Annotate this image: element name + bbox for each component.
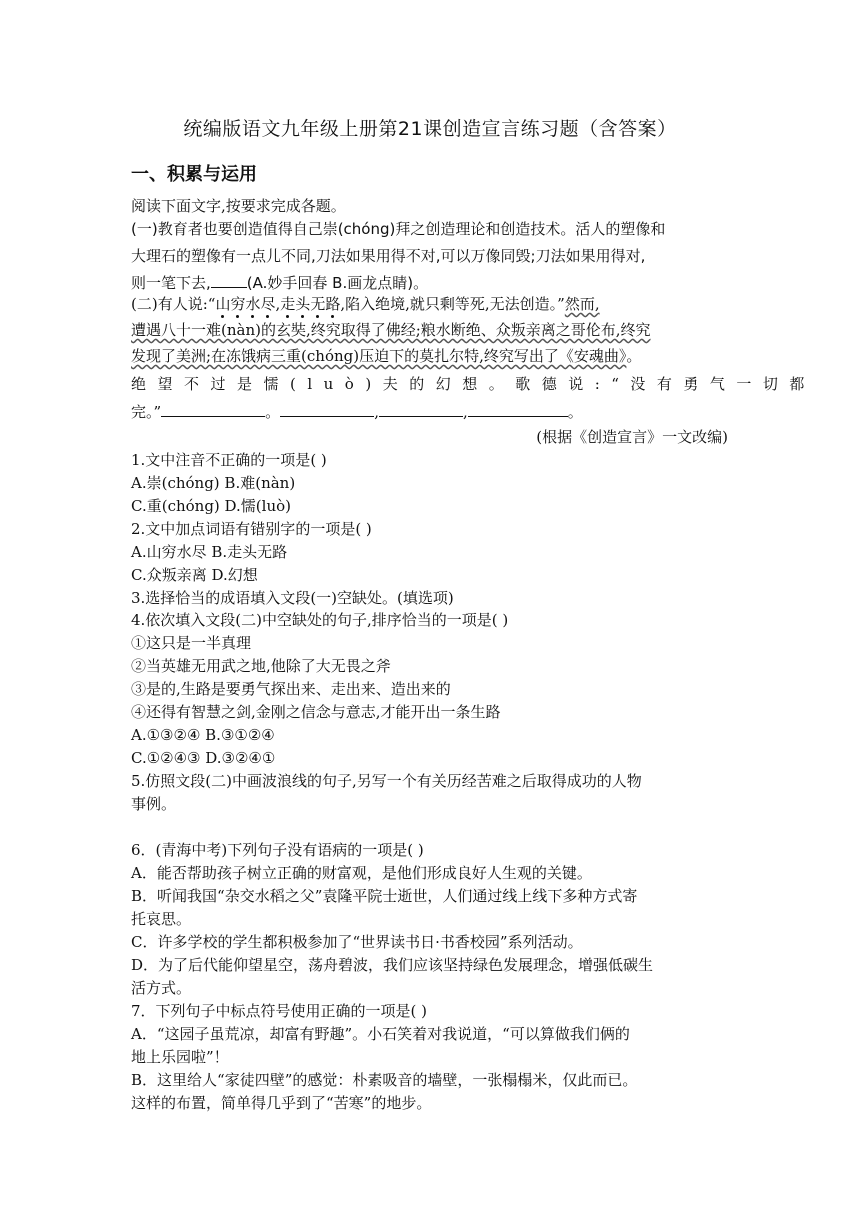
question-six-line: B．听闻我国“杂交水稻之父”袁隆平院士逝世，人们通过线上线下多种方式寄 bbox=[131, 887, 638, 905]
question-line: 2.文中加点词语有错别字的一项是( ) bbox=[131, 520, 372, 538]
answer-blank bbox=[280, 402, 374, 417]
emphasis-char: 尽 bbox=[260, 295, 276, 313]
passage-two-text: 。 bbox=[626, 347, 642, 365]
question-line: C.众叛亲离 D.幻想 bbox=[131, 566, 258, 584]
question-line: ④还得有智慧之剑,金刚之信念与意志,才能开出一条生路 bbox=[131, 703, 501, 721]
question-six-line: C．许多学校的学生都积极参加了“世界读书日·书香校园”系列活动。 bbox=[131, 933, 583, 951]
question-line: ②当英雄无用武之地,他除了大无畏之斧 bbox=[131, 657, 391, 675]
emphasis-char: 头 bbox=[295, 295, 311, 313]
wavy-underlined-text: 然而, bbox=[564, 295, 600, 313]
question-line: C.①②④③ D.③②④① bbox=[131, 749, 276, 767]
page-title: 统编版语文九年级上册第21课创造宣言练习题（含答案） bbox=[183, 118, 677, 140]
wavy-underlined-text: 发现了美洲;在冻饿病三重(chóng)压迫下的莫扎尔特,终究写出了《安魂曲》 bbox=[131, 347, 627, 365]
passage-two-line-3 bbox=[131, 346, 641, 366]
passage-two-line-5 bbox=[131, 402, 583, 422]
passage-one-line-3 bbox=[131, 273, 428, 293]
question-seven-line: 地上乐园啦”！ bbox=[131, 1048, 229, 1066]
question-six-line: A．能否帮助孩子树立正确的财富观，是他们形成良好人生观的关键。 bbox=[131, 864, 592, 882]
question-line: ①这只是一半真理 bbox=[131, 634, 252, 652]
instruction-text: 阅读下面文字,按要求完成各题。 bbox=[131, 197, 346, 215]
question-line: 事例。 bbox=[131, 795, 177, 813]
passage-two-line-2 bbox=[131, 320, 651, 340]
emphasis-char: 路 bbox=[325, 295, 341, 313]
passage-one-text: 则一笔下去, bbox=[131, 274, 211, 292]
question-line: 4.依次填入文段(二)中空缺处的句子,排序恰当的一项是( ) bbox=[131, 611, 509, 629]
dotted-phrase-1 bbox=[215, 295, 275, 313]
question-seven-line: 这样的布置，简单得几乎到了“苦寒”的地步。 bbox=[131, 1094, 432, 1112]
question-line: A.山穷水尽 B.走头无路 bbox=[131, 543, 288, 561]
passage-two-text: ,陷入绝境,就只剩等死,无法创造。” bbox=[340, 295, 565, 313]
question-six-line: D．为了后代能仰望星空，荡舟碧波，我们应该坚持绿色发展理念，增强低碳生 bbox=[131, 956, 654, 974]
passage-two-line-4: 绝望不过是懦(luò)夫的幻想。歌德说:“没有勇气一切都 bbox=[131, 375, 816, 393]
emphasis-char: 山 bbox=[215, 295, 231, 313]
question-line: ③是的,生路是要勇气探出来、走出来、造出来的 bbox=[131, 680, 451, 698]
question-line: 3.选择恰当的成语填入文段(一)空缺处。(填选项) bbox=[131, 589, 454, 607]
answer-blank bbox=[379, 402, 463, 417]
emphasis-char: 穷 bbox=[230, 295, 246, 313]
dotted-phrase-2 bbox=[280, 295, 340, 313]
passage-two-text: (二)有人说:“ bbox=[131, 295, 216, 313]
question-line: C.重(chóng) D.懦(luò) bbox=[131, 497, 291, 515]
emphasis-char: 水 bbox=[245, 295, 261, 313]
question-line: 1.文中注音不正确的一项是( ) bbox=[131, 451, 327, 469]
question-six-line: 6．(青海中考)下列句子没有语病的一项是( ) bbox=[131, 841, 424, 859]
passage-one-options: (A.妙手回春 B.画龙点睛)。 bbox=[246, 274, 429, 292]
passage-two-text: 。 bbox=[265, 403, 281, 421]
wavy-underlined-text: 遭遇八十一难(nàn)的玄奘,终究取得了佛经;粮水断绝、众叛亲离之哥伦布,终究 bbox=[131, 321, 651, 339]
answer-blank bbox=[468, 402, 568, 417]
question-line: 5.仿照文段(二)中画波浪线的句子,另写一个有关历经苦难之后取得成功的人物 bbox=[131, 772, 642, 790]
passage-two-text: 完。” bbox=[131, 403, 162, 421]
question-line: A.崇(chóng) B.难(nàn) bbox=[131, 474, 296, 492]
passage-two-text: , bbox=[374, 403, 379, 421]
question-line: A.①③②④ B.③①②④ bbox=[131, 726, 275, 744]
passage-two-line-1 bbox=[131, 294, 600, 314]
question-six-line: 托哀思。 bbox=[131, 910, 192, 928]
emphasis-char: 走 bbox=[280, 295, 296, 313]
source-note: (根据《创造宣言》一文改编) bbox=[536, 428, 728, 446]
passage-two-text: 。 bbox=[567, 403, 583, 421]
question-six-line: 活方式。 bbox=[131, 979, 192, 997]
passage-one-line-2: 大理石的塑像有一点儿不同,刀法如果用得不对,可以万像同毁;刀法如果用得对, bbox=[131, 247, 646, 265]
passage-one-line-1: (一)教育者也要创造值得自己崇(chóng)拜之创造理论和创造技术。活人的塑像和 bbox=[131, 220, 666, 238]
question-seven-line: A．“这园子虽荒凉，却富有野趣”。小石笑着对我说道，“可以算做我们俩的 bbox=[131, 1025, 630, 1043]
passage-two-text: , bbox=[275, 295, 281, 313]
answer-blank bbox=[211, 273, 247, 288]
passage-two-text: , bbox=[462, 403, 468, 421]
section-heading: 一、积累与运用 bbox=[131, 164, 257, 185]
question-seven-line: 7．下列句子中标点符号使用正确的一项是( ) bbox=[131, 1002, 428, 1020]
question-seven-line: B．这里给人“家徒四壁”的感觉：朴素吸音的墙壁，一张榻榻米，仅此而已。 bbox=[131, 1071, 638, 1089]
answer-blank bbox=[161, 402, 265, 417]
emphasis-char: 无 bbox=[310, 295, 326, 313]
